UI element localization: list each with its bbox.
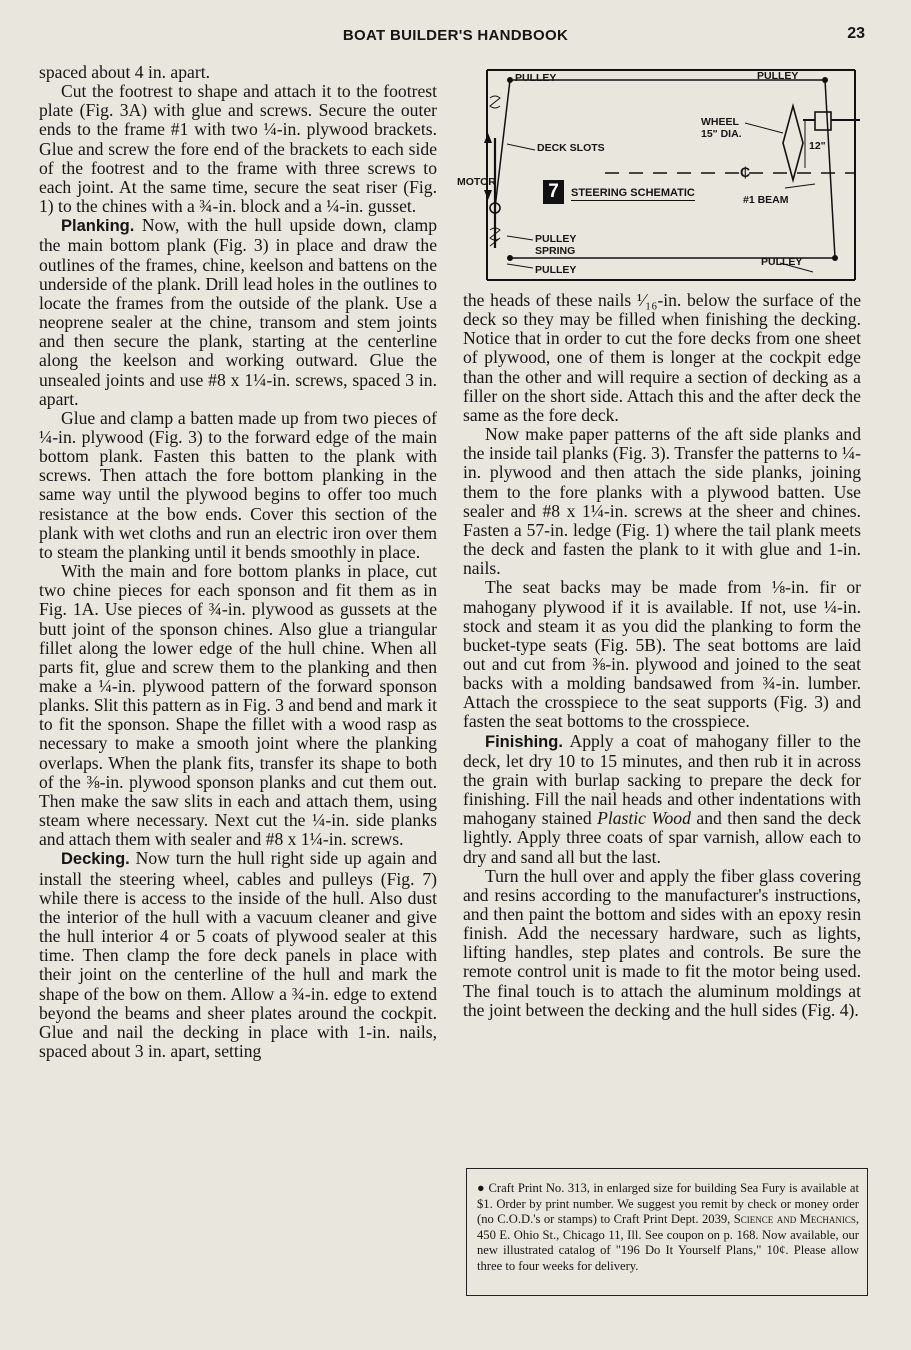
steering-schematic-diagram xyxy=(455,58,867,285)
paragraph xyxy=(39,216,437,409)
label-pulley-top-left: PULLEY xyxy=(515,72,557,84)
right-column xyxy=(463,291,861,1020)
paragraph: Now make paper patterns of the aft side planks and the inside tail planks (Fig. 3). Transfer the patterns to ¼-in. plywood and then attach the side planks, joining them to the fore planks with a plywood batten. Use sealer and #8 x 1¼-in. screws at the sheer and chines. Fasten a 57-in. ledge (Fig. 1) where the tail plank meets the deck and fasten the plank to it with glue and 1-in. nails. xyxy=(463,424,861,579)
figure-title: STEERING SCHEMATIC xyxy=(571,187,695,199)
figure-number: 7 xyxy=(543,180,564,204)
section-heading-finishing: Finishing. xyxy=(485,732,563,751)
label-dimension-12: 12" xyxy=(809,140,826,152)
page-number: 23 xyxy=(847,25,865,42)
paragraph: The seat backs may be made from ⅛-in. fir or mahogany plywood if it is available. If not, use ¼-in. stock and steam it as you did the planking to form the bucket-type seats (Fig. 5B). The seat bottoms are laid out and cut from ⅜-in. plywood and joined to the seat backs with a molding bandsawed from ¾-in. lumber. Attach the crosspiece to the seat supports (Fig. 3) and fasten the seat bottoms to the crosspiece. xyxy=(463,577,861,732)
paragraph xyxy=(39,849,437,1061)
note-text-part: , 450 E. Ohio St., Chicago 11, Ill. See coupon on p. 168. Now available, our new illustrated catalog of "196 Do It Yourself Plans," 10¢. Please allow three to four weeks for delivery. xyxy=(477,1212,859,1273)
paragraph: spaced about 4 in. apart. xyxy=(39,62,210,82)
paragraph: Cut the footrest to shape and attach it to the footrest plate (Fig. 3A) with glue and screws. Secure the outer ends to the frame #1 with two ¼-in. plywood brackets. Glue and screw the fore end of the brackets to each side of the footrest and to the frame with three screws to each joint. At the same time, secure the seat riser (Fig. 1) to the chines with a ¾-in. block and a ¼-in. gusset. xyxy=(39,81,437,217)
label-beam: #1 BEAM xyxy=(743,194,789,206)
section-heading-planking: Planking. xyxy=(61,217,135,236)
paragraph: the heads of these nails ¹⁄₁₆-in. below the surface of the deck so they may be filled when finishing the decking. Notice that in order to cut the fore decks from one sheet of plywood, one of them is longer at the cockpit edge than the other and will require a section of decking as a filler on the short side. Attach this and the after deck the same as the fore deck. xyxy=(463,290,861,425)
left-column xyxy=(39,63,437,1061)
magazine-name: Science and Mechanics xyxy=(733,1212,856,1227)
paragraph-text: Now turn the hull right side up again and install the steering wheel, cables and pulleys (Fig. 7) while there is access to the inside of the hull. Also dust the interior of the hull with a vacuum cleaner and give the hull interior 4 or 5 coats of plywood sealer at this time. Then clamp the fore deck panels in place with their joint on the centerline of the hull and mark the shape of the bow on them. Allow a ¾-in. edge to extend beyond the beams and sheer plates around the cockpit. Glue and nail the decking in place with 1-in. nails, spaced about 3 in. apart, setting xyxy=(39,848,437,1061)
bullet-icon: ● xyxy=(477,1181,485,1195)
label-wheel: WHEEL xyxy=(701,116,739,128)
label-pulley-spring-pulley: PULLEY xyxy=(535,233,577,245)
note-text-part: Craft Print No. 313, in enlarged size for building Sea Fury is available at $1. Order by print number. We suggest you remit by check or money order (no C.O.D.'s or stamps) to Craft Print Dept. 2039, xyxy=(477,1181,859,1227)
steering-schematic-figure xyxy=(455,58,867,285)
paragraph xyxy=(463,732,861,867)
paragraph-text: Now, with the hull upside down, clamp the main bottom plank (Fig. 3) in place and draw the outlines of the frames, chine, keelson and battens on the underside of the plank. Drill lead holes in the outlines to locate the frames from the outside of the plank. Use a neoprene sealer at the chine, transom and stem joints and then secure the plank, starting at the centerline along the keelson and working outward. Glue the unsealed joints and use #8 x 1¼-in. screws, spaced 3 in. apart. xyxy=(39,215,437,409)
label-centerline: ₵ xyxy=(740,164,751,180)
page-title: BOAT BUILDER'S HANDBOOK xyxy=(342,27,569,44)
paragraph-italic-text: Plastic Wood xyxy=(597,808,691,829)
paragraph: Glue and clamp a batten made up from two pieces of ¼-in. plywood (Fig. 3) to the forward edge of the main bottom plank. Fasten this batten to the plank with screws. Then attach the fore bottom planking in the same way until the plywood begins to offer too much resistance at the bow ends. Cover this section of the plank with wet cloths and run an electric iron over them to steam the planking until it bends smoothly in place. xyxy=(39,407,437,562)
label-deck-slots: DECK SLOTS xyxy=(537,142,605,154)
paragraph-text: and then sand the deck lightly. Apply three coats of spar varnish, allow each to dry and sand all but the last. xyxy=(463,808,861,867)
paragraph: Turn the hull over and apply the fiber glass covering and resins according to the manufacturer's instructions, and then paint the bottom and sides with an epoxy resin finish. Add the necessary hardware, such as lights, lifting handles, step plates and controls. Be sure the remote control unit is made to fit the motor being used. The final touch is to attach the aluminum moldings at the joint between the decking and the hull sides (Fig. 4). xyxy=(463,865,861,1020)
label-pulley-bottom-right: PULLEY xyxy=(761,256,803,268)
paragraph-text: Apply a coat of mahogany filler to the deck, let dry 10 to 15 minutes, and then rub it in across the grain with burlap sacking to prepare the deck for finishing. Fill the nail heads and other indentations with mahogany stained xyxy=(463,730,861,829)
label-motor: MOTOR xyxy=(457,176,496,188)
label-wheel-diameter: 15" DIA. xyxy=(701,128,742,140)
section-heading-decking: Decking. xyxy=(61,850,130,869)
craft-print-note-box xyxy=(466,1168,868,1296)
note-text xyxy=(477,1181,859,1275)
label-pulley-spring: SPRING xyxy=(535,245,576,257)
label-pulley-bottom-left: PULLEY xyxy=(535,264,577,276)
label-pulley-top-right: PULLEY xyxy=(757,70,799,82)
paragraph: With the main and fore bottom planks in place, cut two chine pieces for each sponson and fit them as in Fig. 1A. Use pieces of ¾-in. plywood as gussets at the butt joint of the sponson chines. Also glue a triangular fillet along the lower edge of the hull chine. When all parts fit, glue and screw them to the planking and then make a ¼-in. plywood pattern of the forward sponson planks. Slit this pattern as in Fig. 3 and bend and mark it to fit the sponson. Shape the fillet with a wood rasp as necessary to make a smooth joint where the planking overlaps. When the plank fits, transfer its shape to both of the ⅜-in. plywood sponson planks and cut them out. Then make the saw slits in each and attach them, using steam where necessary. Next cut the ¼-in. side planks and attach them with sealer and #8 x 1¼-in. screws. xyxy=(39,561,437,850)
